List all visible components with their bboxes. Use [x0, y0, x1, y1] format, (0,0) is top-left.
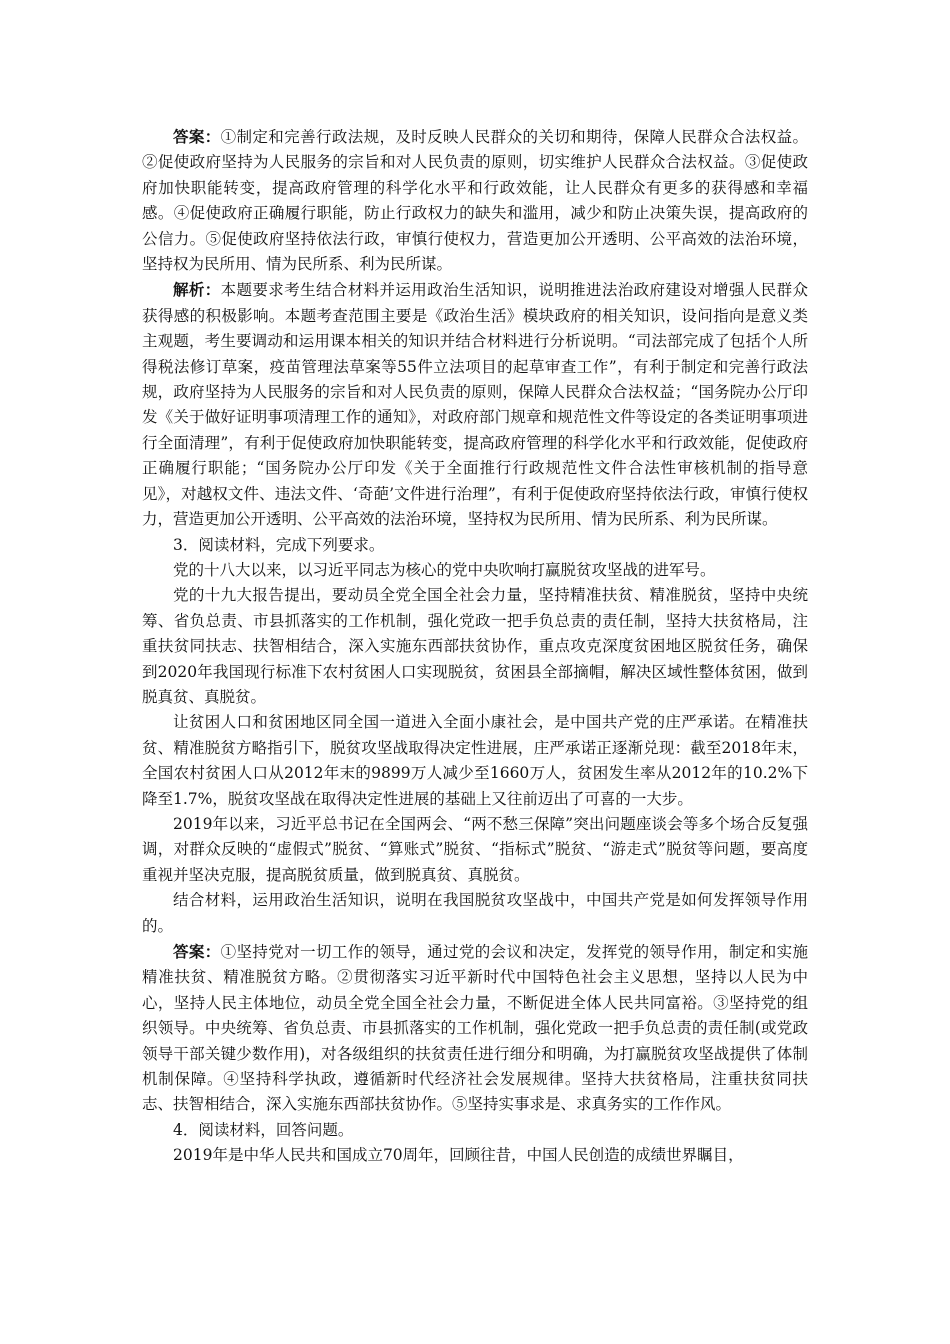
- analysis-label: 解析：: [173, 280, 221, 300]
- answer-paragraph-1: [142, 124, 808, 277]
- document-page: [142, 124, 808, 1169]
- material-paragraph-3: 让贫困人口和贫困地区同全国一道进入全面小康社会，是中国共产党的庄严承诺。在精准扶贫、精准脱贫方略指引下，脱贫攻坚战取得决定性进展，庄严承诺正逐渐兑现：截至2018年末，全国农村贫困人口从2012年末的9899万人减少至1660万人，贫困发生率从2012年的10.2%下降至1.7%，脱贫攻坚战在取得决定性进展的基础上又往前迈出了可喜的一大步。: [142, 713, 808, 808]
- material-paragraph-5: 2019年是中华人民共和国成立70周年，回顾往昔，中国人民创造的成绩世界瞩目，: [173, 1146, 744, 1165]
- answer-paragraph-2: [142, 939, 808, 1118]
- answer-label: 答案：: [173, 942, 221, 961]
- question-4-heading: 4．阅读材料，回答问题。: [173, 1120, 354, 1139]
- question-3-prompt: 结合材料，运用政治生活知识，说明在我国脱贫攻坚战中，中国共产党是如何发挥领导作用的。: [142, 891, 808, 935]
- material-paragraph-2: 党的十九大报告提出，要动员全党全国全社会力量，坚持精准扶贫、精准脱贫，坚持中央统筹、省负总责、市县抓落实的工作机制，强化党政一把手负总责的责任制，坚持大扶贫格局，注重扶贫同扶志、扶智相结合，深入实施东西部扶贫协作，重点攻克深度贫困地区脱贫任务，确保到2020年我国现行标准下农村贫困人口实现脱贫，贫困县全部摘帽，解决区域性整体贫困，做到脱真贫、真脱贫。: [142, 586, 808, 706]
- answer-label: 答案：: [173, 127, 221, 146]
- analysis-paragraph: [142, 277, 808, 532]
- analysis-text: 本题要求考生结合材料并运用政治生活知识，说明推进法治政府建设对增强人民群众获得感的积极影响。本题考查范围主要是《政治生活》模块政府的相关知识，设问指向是意义类主观题，考生要调动和运用课本相关的知识并结合材料进行分析说明。“司法部完成了包括个人所得税法修订草案，疫苗管理法草案等55件立法项目的起草审查工作”，有利于制定和完善行政法规，政府坚持为人民服务的宗旨和对人民负责的原则，保障人民群众合法权益；“国务院办公厅印发《关于做好证明事项清理工作的通知》，对政府部门规章和规范性文件等设定的各类证明事项进行全面清理”，有利于促使政府加快职能转变，提高政府管理的科学化水平和行政效能，促使政府正确履行职能；“国务院办公厅印发《关于全面推行行政规范性文件合法性审核机制的指导意见》，对越权文件、违法文件、‘奇葩’文件进行治理”，有利于促使政府坚持依法行政，审慎行使权力，营造更加公开透明、公平高效的法治环境，坚持权为民所用、情为民所系、利为民所谋。: [142, 281, 808, 529]
- answer-text: ①坚持党对一切工作的领导，通过党的会议和决定，发挥党的领导作用，制定和实施精准扶贫、精准脱贫方略。②贯彻落实习近平新时代中国特色社会主义思想，坚持以人民为中心，坚持人民主体地位，动员全党全国全社会力量，不断促进全体人民共同富裕。③坚持党的组织领导。中央统筹、省负总责、市县抓落实的工作机制，强化党政一把手负总责的责任制(或党政领导干部关键少数作用)，对各级组织的扶贫责任进行细分和明确，为打赢脱贫攻坚战提供了体制机制保障。④坚持科学执政，遵循新时代经济社会发展规律。坚持大扶贫格局，注重扶贫同扶志、扶智相结合，深入实施东西部扶贫协作。⑤坚持实事求是、求真务实的工作作风。: [142, 943, 808, 1114]
- material-paragraph-4: 2019年以来，习近平总书记在全国两会、“两不愁三保障”突出问题座谈会等多个场合反复强调，对群众反映的“虚假式”脱贫、“算账式”脱贫、“指标式”脱贫、“游走式”脱贫等问题，要高度重视并坚决克服，提高脱贫质量，做到脱真贫、真脱贫。: [142, 814, 808, 884]
- answer-text: ①制定和完善行政法规，及时反映人民群众的关切和期待，保障人民群众合法权益。②促使政府坚持为人民服务的宗旨和对人民负责的原则，切实维护人民群众合法权益。③促使政府加快职能转变，提高政府管理的科学化水平和行政效能，让人民群众有更多的获得感和幸福感。④促使政府正确履行职能，防止行政权力的缺失和滥用，减少和防止决策失误，提高政府的公信力。⑤促使政府坚持依法行政，审慎行使权力，营造更加公开透明、公平高效的法治环境，坚持权为民所用、情为民所系、利为民所谋。: [142, 128, 808, 274]
- material-paragraph-1: 党的十八大以来，以习近平同志为核心的党中央吹响打赢脱贫攻坚战的进军号。: [173, 560, 716, 579]
- question-3-heading: 3．阅读材料，完成下列要求。: [173, 535, 385, 554]
